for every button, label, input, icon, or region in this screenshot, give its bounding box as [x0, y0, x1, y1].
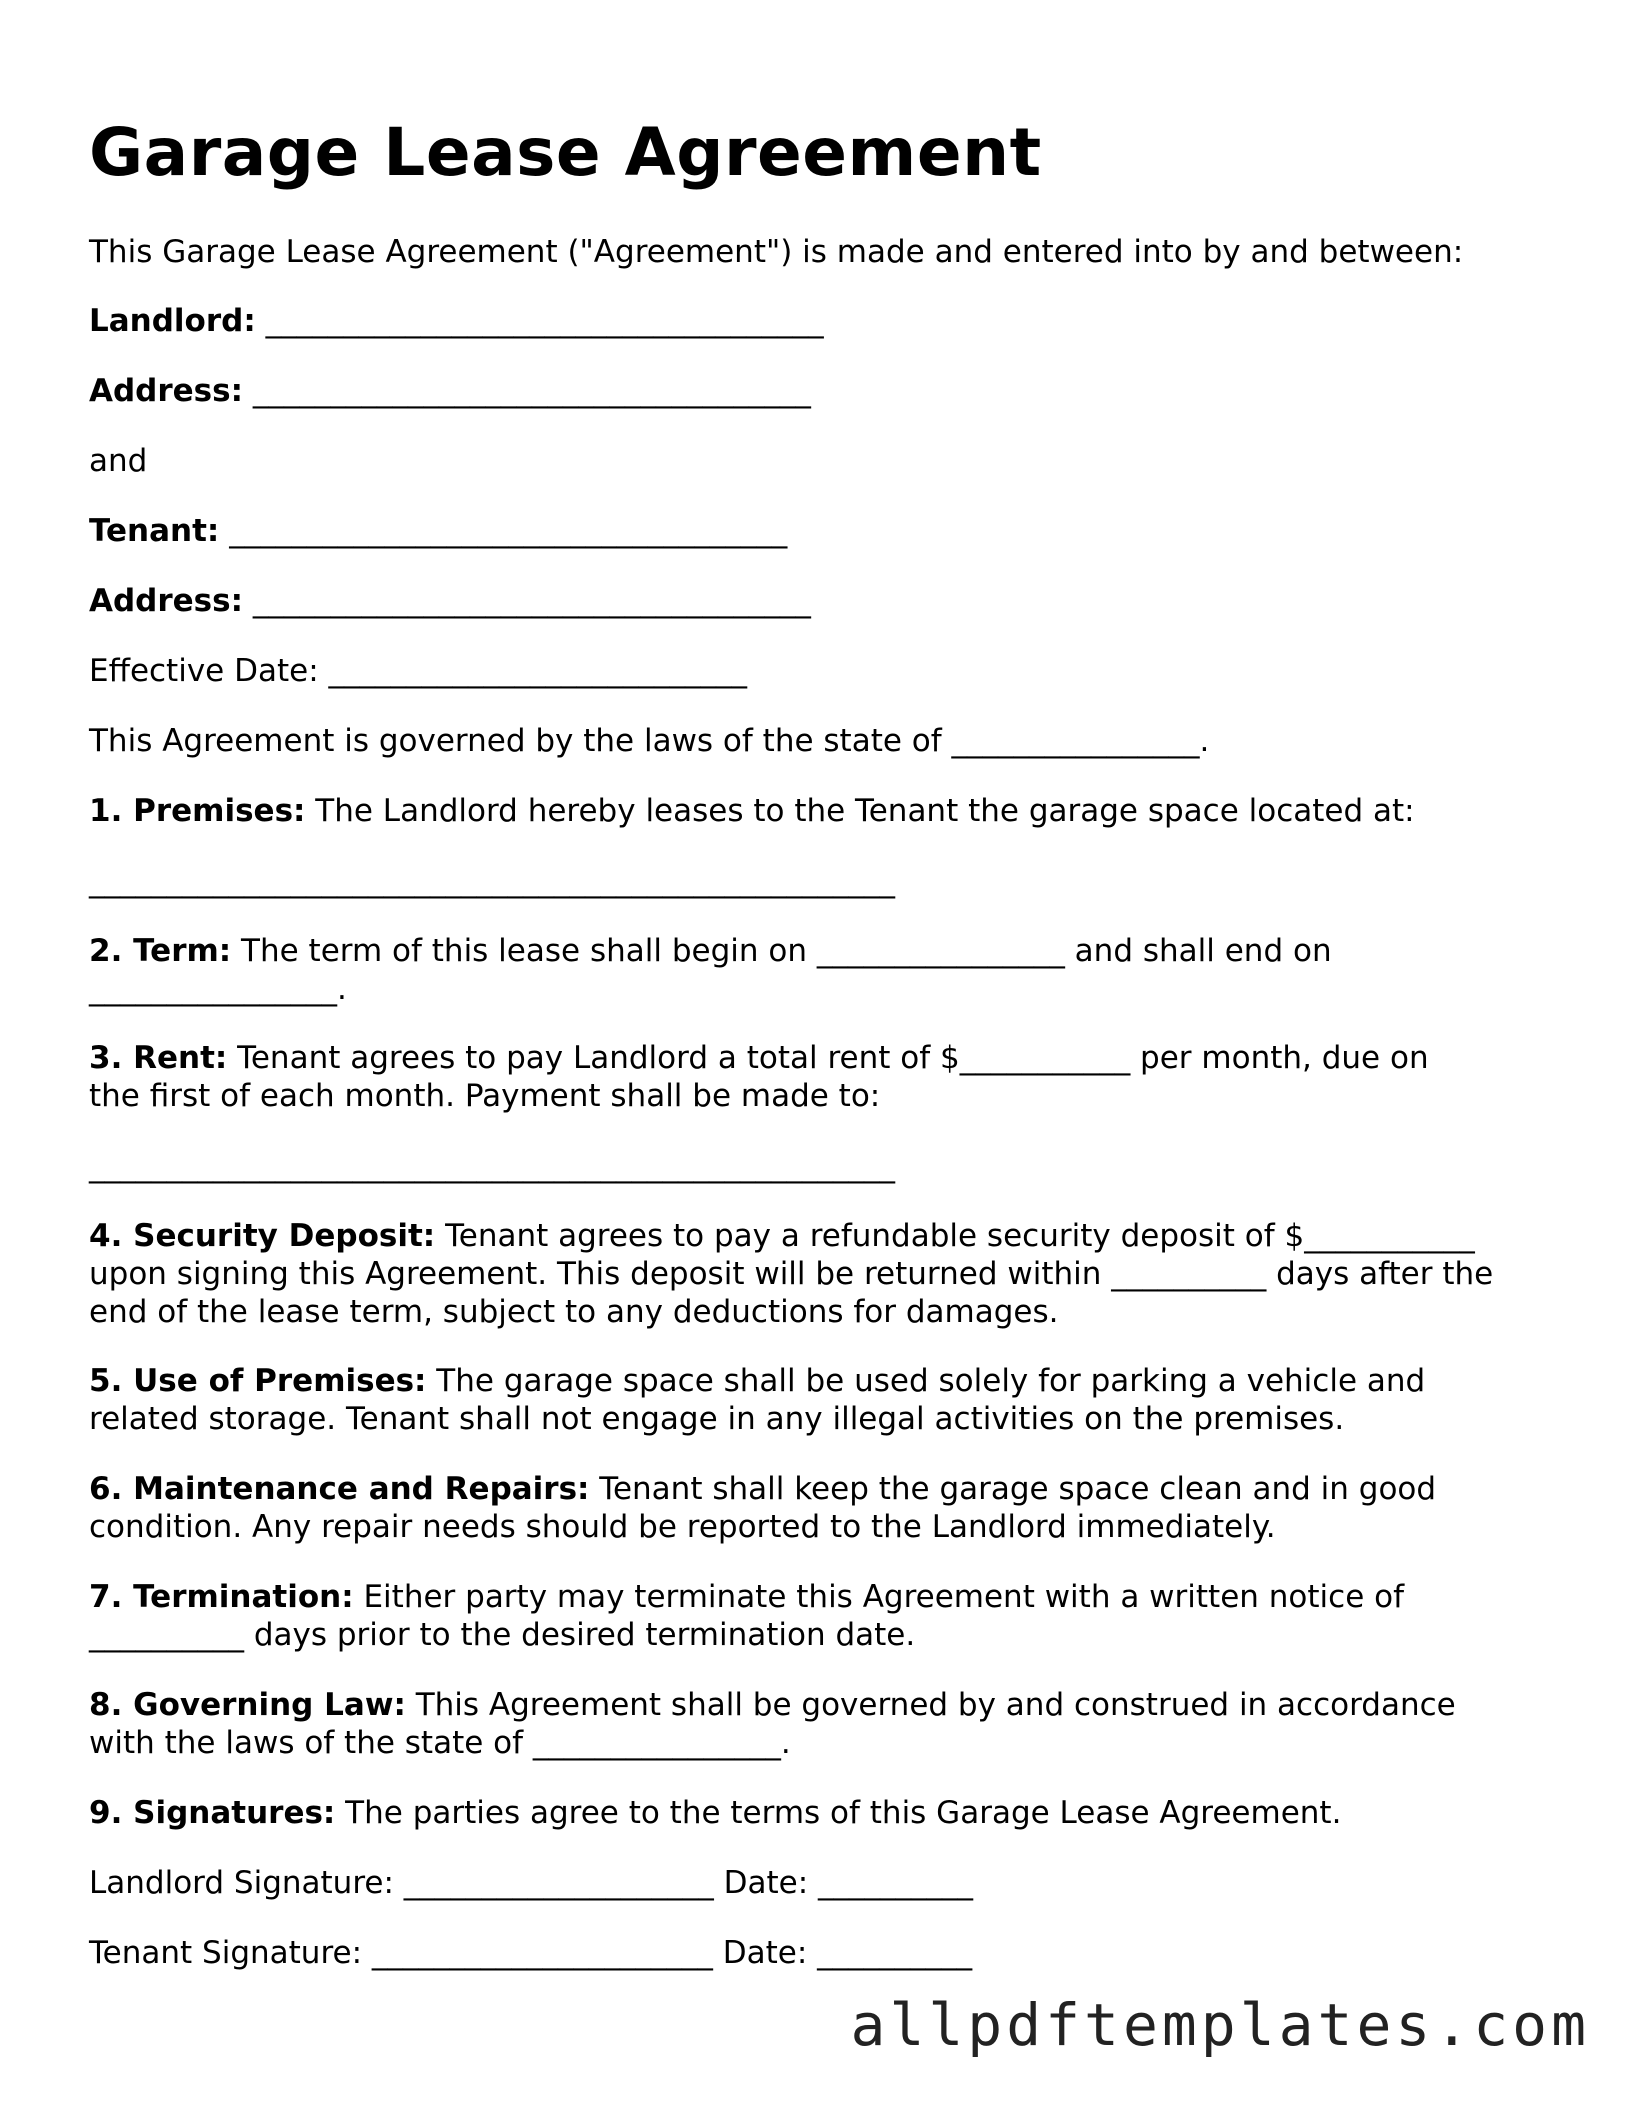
tenant-signature-line[interactable]: Tenant Signature: ______________________ Date: __________ — [89, 1935, 973, 1971]
premises-text: The Landlord hereby leases to the Tenant the garage space located at: — [305, 793, 1415, 829]
term-line-2[interactable]: ________________. — [89, 971, 347, 1007]
landlord-address-line — [89, 372, 811, 410]
tenant-line — [89, 512, 787, 550]
premises-location-field[interactable]: ____________________________________________________ — [89, 863, 895, 899]
and-text: and — [89, 443, 148, 479]
termination-heading: 7. Termination: — [89, 1579, 354, 1615]
security-deposit-heading: 4. Security Deposit: — [89, 1218, 436, 1254]
rent-heading: 3. Rent: — [89, 1040, 228, 1076]
effective-date-line[interactable]: Effective Date: ___________________________ — [89, 653, 747, 689]
term-line-1[interactable]: The term of this lease shall begin on ________________ and shall end on — [231, 933, 1332, 969]
security-deposit-line-2[interactable]: upon signing this Agreement. This deposit will be returned within __________ days after the — [89, 1256, 1494, 1292]
tenant-address-field[interactable]: ____________________________________ — [252, 583, 811, 619]
section-premises — [89, 792, 1415, 830]
governing-law-line-2[interactable]: with the laws of the state of ________________. — [89, 1725, 791, 1761]
landlord-line — [89, 302, 824, 340]
maintenance-line-1: Tenant shall keep the garage space clean and in good — [589, 1471, 1437, 1507]
section-termination — [89, 1578, 1569, 1654]
landlord-address-field[interactable]: ____________________________________ — [252, 373, 811, 409]
section-governing-law — [89, 1686, 1569, 1762]
intro-text: This Garage Lease Agreement ("Agreement") is made and entered into by and between: — [89, 234, 1464, 270]
tenant-label: Tenant: — [89, 513, 220, 549]
security-deposit-line-3: end of the lease term, subject to any deductions for damages. — [89, 1294, 1059, 1330]
tenant-name-field[interactable]: ____________________________________ — [229, 513, 788, 549]
section-term — [89, 932, 1569, 1008]
rent-line-2: the first of each month. Payment shall be made to: — [89, 1078, 881, 1114]
use-of-premises-heading: 5. Use of Premises: — [89, 1363, 427, 1399]
security-deposit-line-1[interactable]: Tenant agrees to pay a refundable security deposit of $___________ — [435, 1218, 1475, 1254]
termination-line-1: Either party may terminate this Agreement with a written notice of — [353, 1579, 1405, 1615]
tenant-address-label: Address: — [89, 583, 243, 619]
governing-state-line[interactable]: This Agreement is governed by the laws of the state of ________________. — [89, 723, 1210, 759]
section-signatures — [89, 1794, 1341, 1832]
use-of-premises-line-1: The garage space shall be used solely for parking a vehicle and — [426, 1363, 1426, 1399]
landlord-name-field[interactable]: ____________________________________ — [265, 303, 824, 339]
signatures-heading: 9. Signatures: — [89, 1795, 336, 1831]
landlord-signature-line[interactable]: Landlord Signature: ____________________ Date: __________ — [89, 1865, 973, 1901]
tenant-address-line — [89, 582, 811, 620]
watermark-text: allpdftemplates.com — [850, 1991, 1590, 2059]
termination-line-2[interactable]: __________ days prior to the desired termination date. — [89, 1617, 916, 1653]
document-title: Garage Lease Agreement — [89, 114, 1042, 191]
section-use-of-premises — [89, 1362, 1569, 1438]
maintenance-heading: 6. Maintenance and Repairs: — [89, 1471, 590, 1507]
section-maintenance — [89, 1470, 1569, 1546]
signatures-text: The parties agree to the terms of this Garage Lease Agreement. — [335, 1795, 1342, 1831]
maintenance-line-2: condition. Any repair needs should be reported to the Landlord immediately. — [89, 1509, 1276, 1545]
section-security-deposit — [89, 1217, 1569, 1331]
section-rent — [89, 1039, 1569, 1115]
use-of-premises-line-2: related storage. Tenant shall not engage in any illegal activities on the premises. — [89, 1401, 1345, 1437]
landlord-label: Landlord: — [89, 303, 256, 339]
governing-law-heading: 8. Governing Law: — [89, 1687, 406, 1723]
premises-heading: 1. Premises: — [89, 793, 306, 829]
governing-law-line-1: This Agreement shall be governed by and construed in accordance — [405, 1687, 1456, 1723]
landlord-address-label: Address: — [89, 373, 243, 409]
rent-payee-field[interactable]: ____________________________________________________ — [89, 1148, 895, 1184]
term-heading: 2. Term: — [89, 933, 232, 969]
rent-line-1[interactable]: Tenant agrees to pay Landlord a total rent of $___________ per month, due on — [227, 1040, 1429, 1076]
